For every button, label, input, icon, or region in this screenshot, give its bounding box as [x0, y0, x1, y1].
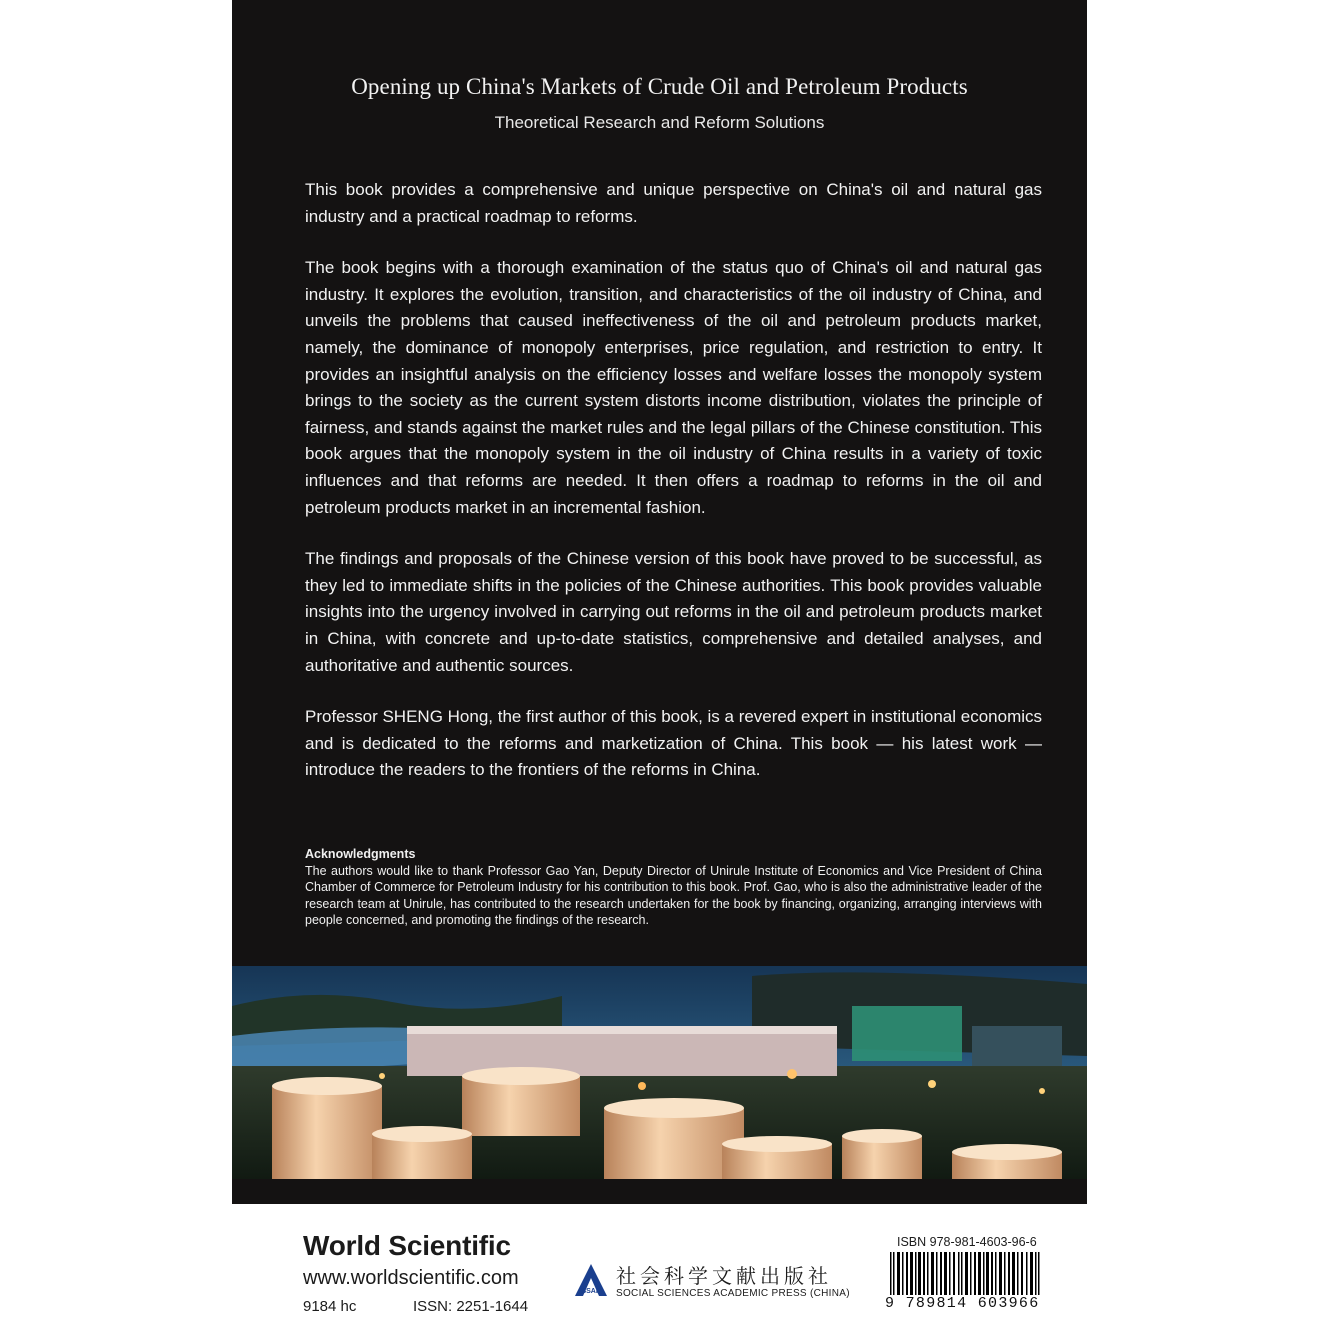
book-title: Opening up China's Markets of Crude Oil and Petroleum Products — [351, 74, 968, 99]
ssap-logo-icon — [573, 1262, 609, 1298]
issn: ISSN: 2251-1644 — [413, 1298, 529, 1315]
blurb — [305, 177, 1042, 809]
blurb-paragraph: The book begins with a thorough examination of the status quo of China's oil and natural gas industry. It explores the evolution, transition, and characteristics of the oil industry of China, and unveils the problems that caused ineffectiveness of the oil and petroleum products market, namely, the dominance of monopoly enterprises, price regulation, and restriction to entry. It provides an insightful analysis on the efficiency losses and welfare losses the monopoly system brings to the society as the current system distorts income distribution, violates the principle of fairness, and stands against the market rules and the legal pillars of the Chinese constitution. This book argues that the monopoly system in the oil industry of China results in a variety of toxic influences and that reforms are needed. It then offers a roadmap to reforms in the oil and petroleum products market in an incremental fashion. — [305, 258, 1042, 517]
acknowledgments-text: The authors would like to thank Professor Gao Yan, Deputy Director of Unirule Institute of Economics and Vice President of China Chamber of Commerce for Petroleum Industry for his contribution to this book. Prof. Gao, who is also the administrative leader of the research team at Unirule, has contributed to the research undertaken for the book by financing, organizing, arranging interviews with people concerned, and promoting the findings of the research. — [305, 863, 1042, 928]
isbn-label: ISBN 978-981-4603-96-6 — [897, 1235, 1037, 1249]
acknowledgments — [305, 846, 1042, 929]
book-code: 9184 hc — [303, 1298, 357, 1315]
blurb-paragraph: Professor SHENG Hong, the first author of this book, is a revered expert in institutional economics and is dedicated to the reforms and marketization of China. This book — his latest work — introduce the readers to the frontiers of the reforms in China. — [305, 707, 1043, 780]
acknowledgments-title: Acknowledgments — [305, 847, 416, 861]
oil-terminal-photo — [232, 966, 1087, 1179]
ssap-chinese-name: 社会科学文献出版社 — [616, 1264, 832, 1288]
publisher-name: World Scientific — [303, 1230, 511, 1261]
barcode-digits: 9 789814 603966 — [884, 1295, 1047, 1312]
publisher-url: www.worldscientific.com — [303, 1267, 519, 1289]
ssap-english-name: SOCIAL SCIENCES ACADEMIC PRESS (CHINA) — [616, 1288, 850, 1299]
back-cover — [232, 0, 1087, 1204]
ssap-logo-text: SSAP — [581, 1288, 601, 1295]
blurb-paragraph: The findings and proposals of the Chinese version of this book have proved to be successful, as they led to immediate shifts in the policies of the Chinese authorities. This book provides valuable insights into the urgency involved in carrying out reforms in the oil and petroleum products market in China, with concrete and up-to-date statistics, comprehensive and detailed analyses, and authoritative and authentic sources. — [305, 549, 1042, 675]
book-subtitle: Theoretical Research and Reform Solutions — [494, 113, 825, 132]
blurb-paragraph: This book provides a comprehensive and unique perspective on China's oil and natural gas industry and a practical roadmap to reforms. — [305, 180, 1042, 226]
